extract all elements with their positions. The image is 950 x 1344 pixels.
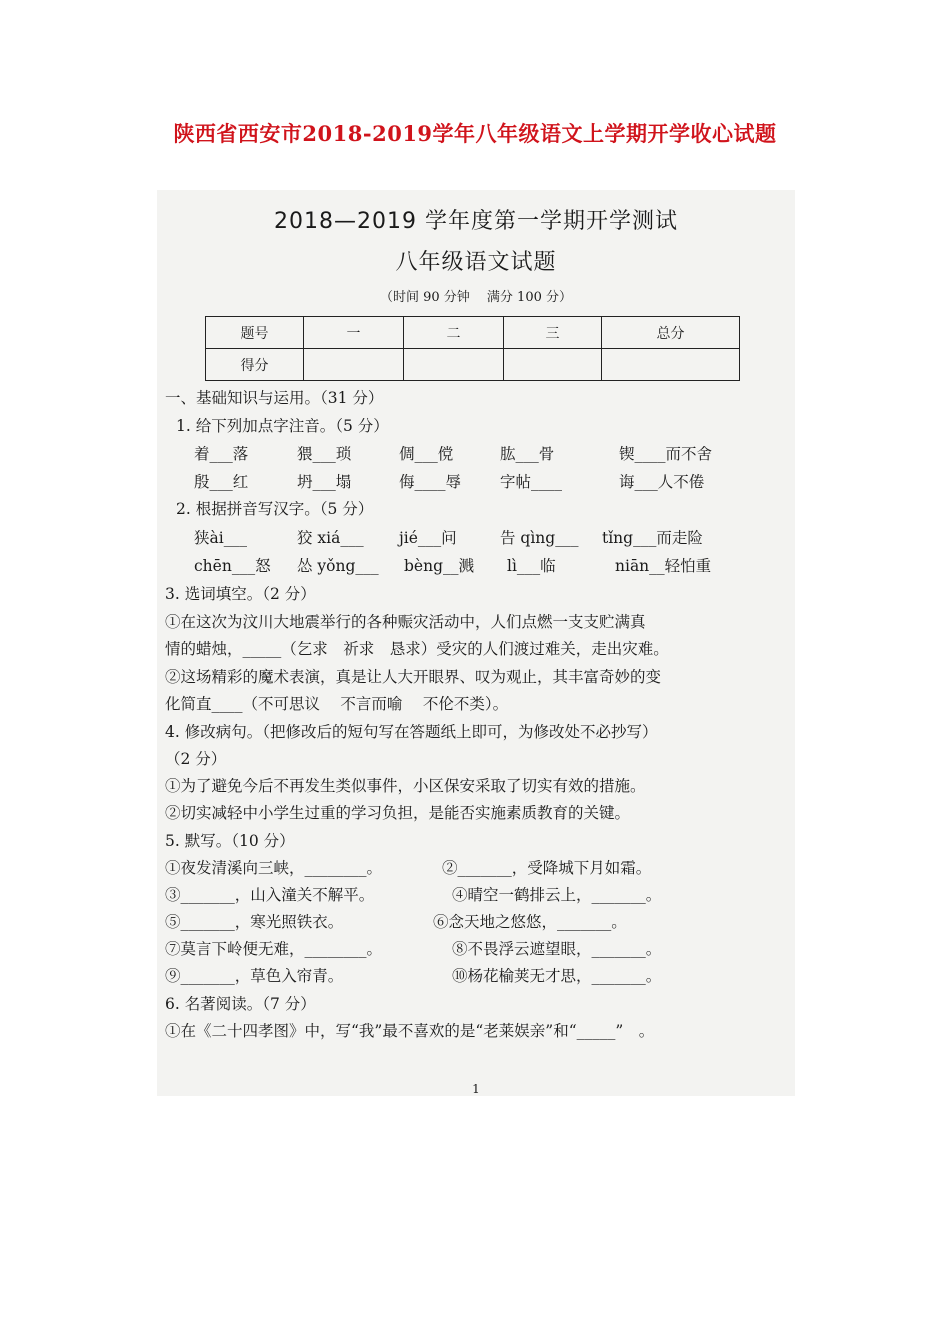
question-title: 5. 默写。（10 分） [165,832,295,850]
pinyin-item: 侮____辱 [399,473,462,491]
question-text: ②这场精彩的魔术表演，真是让人大开眼界、叹为观止，其丰富奇妙的变 [165,668,662,686]
score-cell: 一 [304,317,404,349]
pinyin-item: 坍___塌 [297,473,352,491]
dictation-item: ⑧不畏浮云遮望眼，_______。 [452,940,662,958]
hanzi-item: tǐng___而走险 [602,529,703,547]
question-title: 3. 选词填空。（2 分） [165,585,316,603]
exam-time-score: （时间 90 分钟 满分 100 分） [379,290,573,305]
score-cell-empty[interactable] [504,349,602,381]
question-text: ①在《二十四孝图》中，写“我”最不喜欢的是“老莱娱亲”和“_____” 。 [165,1022,655,1040]
dictation-item: ⑩杨花榆荚无才思，_______。 [452,967,662,985]
question-title: 6. 名著阅读。（7 分） [165,995,316,1013]
scanned-exam-page [157,190,795,1096]
dictation-item: ⑥念天地之悠悠，_______。 [433,913,627,931]
hanzi-item: 怂 yǒng___ [297,557,379,575]
score-cell-empty[interactable] [304,349,404,381]
score-cell-empty[interactable] [602,349,740,381]
hanzi-item: niān__轻怕重 [615,557,712,575]
exam-subtitle: 八年级语文试题 [395,250,557,275]
document-title: 陕西省西安市2018-2019学年八年级语文上学期开学收心试题 [173,121,777,146]
hanzi-item: 狡 xiá___ [297,529,364,547]
hanzi-item: 狭ài___ [194,529,247,547]
pinyin-item: 殷___红 [194,473,249,491]
question-text: ①为了避免今后不再发生类似事件，小区保安采取了切实有效的措施。 [165,777,646,795]
pinyin-item: 诲___人不倦 [619,473,705,491]
pinyin-item: 肱___骨 [500,445,555,463]
hanzi-item: bèng__溅 [404,557,474,575]
pinyin-item: 锲____而不舍 [619,445,713,463]
question-title: 4. 修改病句。（把修改后的短句写在答题纸上即可，为修改处不必抄写） [165,723,658,741]
section-heading: 一、基础知识与运用。（31 分） [165,389,384,407]
dictation-item: ④晴空一鹤排云上，_______。 [452,886,662,904]
dictation-item: ⑤_______，寒光照铁衣。 [165,913,344,931]
hanzi-item: 告 qìng___ [500,529,579,547]
score-cell: 题号 [206,317,304,349]
score-cell: 得分 [206,349,304,381]
question-text: ①在这次为汶川大地震举行的各种赈灾活动中，人们点燃一支支贮满真 [165,613,646,631]
hanzi-item: chēn___怒 [194,557,271,575]
exam-title: 2018—2019 学年度第一学期开学测试 [274,209,678,234]
question-title: 2. 根据拼音写汉字。（5 分） [176,500,374,518]
hanzi-item: jié___问 [399,529,457,547]
page-number: 1 [472,1082,480,1096]
score-table-score-row [206,349,740,381]
question-title: 1. 给下列加点字注音。（5 分） [176,417,389,435]
dictation-item: ⑦莫言下岭便无难，________。 [165,940,383,958]
hanzi-item: lì___临 [507,557,556,575]
dictation-item: ⑨_______，草色入帘青。 [165,967,344,985]
pinyin-item: 着___落 [194,445,249,463]
question-text: 情的蜡烛，_____（乞求 祈求 恳求）受灾的人们渡过难关，走出灾难。 [165,640,669,658]
dictation-item: ②_______，受降城下月如霜。 [442,859,652,877]
score-cell: 总分 [602,317,740,349]
question-text: ②切实减轻中小学生过重的学习负担，是能否实施素质教育的关键。 [165,804,631,822]
score-cell: 三 [504,317,602,349]
score-table [205,316,740,381]
pinyin-item: 猥___琐 [297,445,352,463]
score-table-header-row [206,317,740,349]
dictation-item: ③_______，山入潼关不解平。 [165,886,375,904]
dictation-item: ①夜发清溪向三峡，________。 [165,859,383,877]
pinyin-item: 字帖____ [500,473,563,491]
question-text: 化简直____（不可思议 不言而喻 不伦不类）。 [165,695,509,713]
score-cell-empty[interactable] [404,349,504,381]
pinyin-item: 倜___傥 [399,445,454,463]
score-cell: 二 [404,317,504,349]
question-score: （2 分） [165,750,227,768]
